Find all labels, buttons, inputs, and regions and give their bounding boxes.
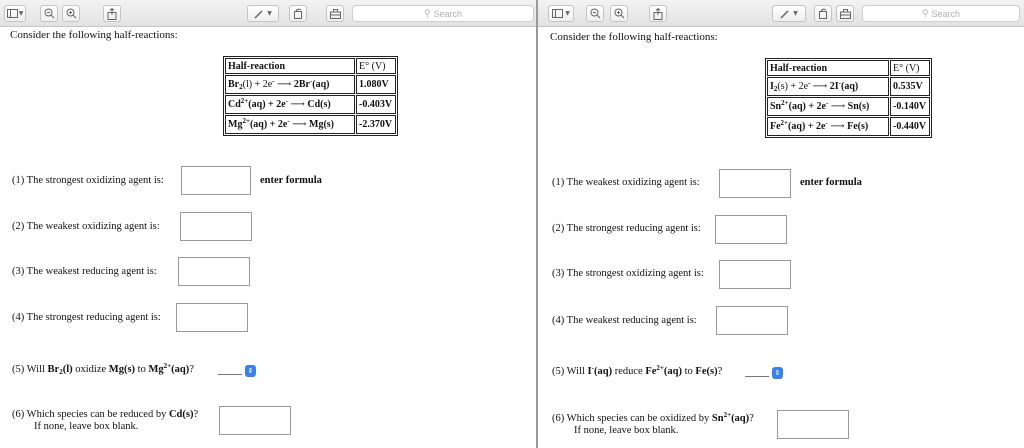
- reaction-cell: $Fe^{2+}(aq) + 2e^-$ ⟶ Fe(s): [767, 117, 889, 136]
- answer-3-input[interactable]: [719, 260, 791, 289]
- question-5-label: (5) Will I-(aq) reduce $Fe^{2+}(aq)$ to Fe(s)?: [552, 364, 723, 377]
- answer-1-input[interactable]: [181, 166, 251, 195]
- answer-3-input[interactable]: [178, 257, 250, 286]
- answer-1-input[interactable]: [719, 169, 791, 198]
- toolbar: [538, 0, 1024, 27]
- potential-cell: 0.535V: [890, 77, 930, 96]
- header-e-standard: E° (V): [890, 60, 930, 76]
- pen-icon: [780, 9, 790, 19]
- zoom-out-icon: [44, 8, 55, 19]
- question-2-label: (2) The strongest reducing agent is:: [552, 223, 701, 234]
- reaction-cell: $I_2(s) + 2e^-$ ⟶ 2I-(aq): [767, 77, 889, 96]
- pen-icon: [254, 9, 264, 19]
- question-1-label: (1) The weakest oxidizing agent is:: [552, 177, 700, 188]
- stepper-icon: ⇕: [245, 365, 256, 377]
- potential-cell: 1.080V: [356, 75, 396, 94]
- search-placeholder: Search: [931, 8, 961, 19]
- chevron-down-icon: ▼: [267, 9, 272, 17]
- zoom-in-icon: [66, 8, 77, 19]
- question-3-label: (3) The strongest oxidizing agent is:: [552, 268, 704, 279]
- zoom-out-button[interactable]: [40, 5, 58, 22]
- rotate-button[interactable]: [814, 5, 832, 22]
- zoom-in-icon: [614, 8, 625, 19]
- zoom-out-button[interactable]: [586, 5, 604, 22]
- chevron-down-icon: ▼: [18, 9, 24, 17]
- answer-6-input[interactable]: [219, 406, 291, 435]
- reaction-cell: $Mg^{2+}(aq) + 2e^-$ ⟶ Mg(s): [225, 115, 355, 134]
- search-icon: ⚲: [423, 8, 431, 18]
- answer-4-input[interactable]: [176, 303, 248, 332]
- header-half-reaction: Half-reaction: [767, 60, 889, 76]
- search-field[interactable]: [862, 5, 1020, 22]
- answer-2-input[interactable]: [180, 212, 252, 241]
- sidebar-icon: [7, 9, 18, 18]
- sidebar-button[interactable]: [548, 5, 574, 22]
- toolbox-button[interactable]: [326, 5, 344, 22]
- stepper-icon: ⇕: [772, 367, 783, 379]
- half-reactions-table: [765, 58, 932, 138]
- answer-4-input[interactable]: [716, 306, 788, 335]
- search-icon: ⚲: [921, 8, 929, 18]
- table-header-row: [225, 58, 396, 74]
- header-half-reaction: Half-reaction: [225, 58, 355, 74]
- potential-cell: -0.140V: [890, 97, 930, 116]
- markup-button[interactable]: [247, 5, 279, 22]
- header-e-standard: E° (V): [356, 58, 396, 74]
- share-icon: [107, 8, 117, 20]
- question-3-label: (3) The weakest reducing agent is:: [12, 266, 157, 277]
- question-6-label: (6) Which species can be reduced by Cd(s)? If none, leave box blank.: [12, 409, 199, 432]
- question-4-label: (4) The strongest reducing agent is:: [12, 312, 161, 323]
- table-row: [767, 77, 930, 96]
- right-pane: [538, 0, 1024, 448]
- zoom-in-button[interactable]: [62, 5, 80, 22]
- sidebar-button[interactable]: [4, 5, 26, 22]
- toolbox-icon: [840, 9, 851, 19]
- reaction-cell: $Sn^{2+}(aq) + 2e^-$ ⟶ Sn(s): [767, 97, 889, 116]
- answer-2-input[interactable]: [715, 215, 787, 244]
- page-heading: Consider the following half-reactions:: [10, 29, 178, 41]
- markup-button[interactable]: [772, 5, 806, 22]
- question-6-label: (6) Which species can be oxidized by $Sn^{2+}(aq)$? If none, leave box blank.: [552, 411, 754, 436]
- sidebar-icon: [552, 9, 563, 18]
- share-icon: [653, 8, 663, 20]
- potential-cell: -0.440V: [890, 117, 930, 136]
- question-4-label: (4) The weakest reducing agent is:: [552, 315, 697, 326]
- potential-cell: -0.403V: [356, 95, 396, 114]
- zoom-out-icon: [590, 8, 601, 19]
- search-field[interactable]: [352, 5, 534, 22]
- share-button[interactable]: [649, 5, 667, 22]
- question-5-label: (5) Will $Br_2(l)$ oxidize Mg(s) to $Mg^{2+}(aq)$?: [12, 362, 194, 376]
- table-row: [225, 95, 396, 114]
- potential-cell: -2.370V: [356, 115, 396, 134]
- answer-5-select[interactable]: [745, 366, 785, 380]
- question-2-label: (2) The weakest oxidizing agent is:: [12, 221, 160, 232]
- table-header-row: [767, 60, 930, 76]
- table-row: [225, 75, 396, 94]
- enter-formula-hint: enter formula: [800, 177, 862, 188]
- zoom-in-button[interactable]: [610, 5, 628, 22]
- answer-5-select[interactable]: [218, 364, 258, 378]
- page-heading: Consider the following half-reactions:: [550, 31, 718, 43]
- half-reactions-table: [223, 56, 398, 136]
- chevron-down-icon: ▼: [793, 9, 798, 17]
- toolbox-icon: [330, 9, 341, 19]
- rotate-icon: [818, 8, 828, 19]
- answer-6-input[interactable]: [777, 410, 849, 439]
- chevron-down-icon: ▼: [565, 9, 570, 17]
- reaction-cell: $Cd^{2+}(aq) + 2e^-$ ⟶ Cd(s): [225, 95, 355, 114]
- share-button[interactable]: [103, 5, 121, 22]
- enter-formula-hint: enter formula: [260, 175, 322, 186]
- reaction-cell: $Br_2(l) + 2e^-$ ⟶ 2Br-(aq): [225, 75, 355, 94]
- question-1-label: (1) The strongest oxidizing agent is:: [12, 175, 164, 186]
- toolbox-button[interactable]: [836, 5, 854, 22]
- search-placeholder: Search: [433, 8, 463, 19]
- table-row: [225, 115, 396, 134]
- toolbar: [0, 0, 536, 27]
- table-row: [767, 97, 930, 116]
- rotate-button[interactable]: [289, 5, 307, 22]
- table-row: [767, 117, 930, 136]
- rotate-icon: [293, 8, 303, 19]
